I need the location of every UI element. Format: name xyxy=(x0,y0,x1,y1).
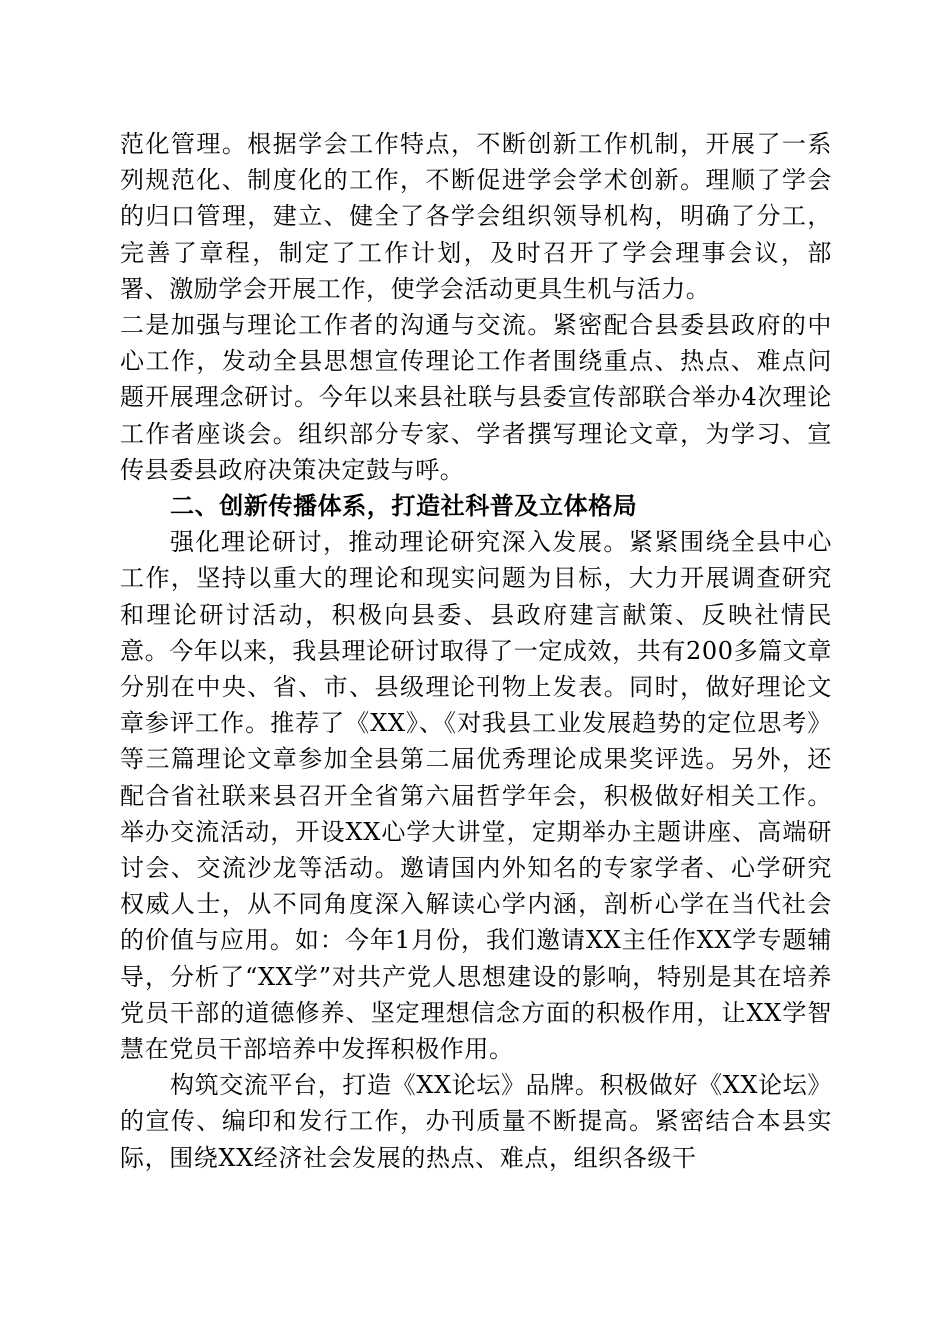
paragraph-theory-research: 强化理论研讨，推动理论研究深入发展。紧紧围绕全县中心工作，坚持以重大的理论和现实问题为目标，大力开展调查研究和理论研讨活动，积极向县委、县政府建言献策、反映社情民意。今年以来，我县理论研讨取得了一定成效，共有200多篇文章分别在中央、省、市、县级理论刊物上发表。同时，做好理论文章参评工作。推荐了《XX》、《对我县工业发展趋势的定位思考》等三篇理论文章参加全县第二届优秀理论成果奖评选。另外，还配合省社联来县召开全省第六届哲学年会，积极做好相关工作。举办交流活动，开设XX心学大讲堂，定期举办主题讲座、高端研讨会、交流沙龙等活动。邀请国内外知名的专家学者、心学研究权威人士，从不同角度深入解读心学内涵，剖析心学在当代社会的价值与应用。如：今年1月份，我们邀请XX主任作XX学专题辅导，分析了“XX学”对共产党人思想建设的影响，特别是其在培养党员干部的道德修养、坚定理想信念方面的积极作用，让XX学智慧在党员干部培养中发挥积极作用。 xyxy=(120,528,832,1064)
section-heading: 二、创新传播体系，打造社科普及立体格局 xyxy=(170,492,638,521)
paragraph-theory-worker-communication: 二是加强与理论工作者的沟通与交流。紧密配合县委县政府的中心工作，发动全县思想宣传理论工作者围绕重点、热点、难点问题开展理念研讨。今年以来县社联与县委宣传部联合举办4次理论工作者座谈会。组织部分专家、学者撰写理论文章，为学习、宣传县委县政府决策决定鼓与呼。 xyxy=(120,311,832,484)
paragraph-exchange-platform: 构筑交流平台，打造《XX论坛》品牌。积极做好《XX论坛》的宣传、编印和发行工作，办刊质量不断提高。紧密结合本县实际，围绕XX经济社会发展的热点、难点，组织各级干 xyxy=(120,1071,832,1172)
document-body xyxy=(120,126,832,1176)
paragraph-academic-society-management: 范化管理。根据学会工作特点，不断创新工作机制，开展了一系列规范化、制度化的工作，不断促进学会学术创新。理顺了学会的归口管理，建立、健全了各学会组织领导机构，明确了分工，完善了章程，制定了工作计划，及时召开了学会理事会议，部署、激励学会开展工作，使学会活动更具生机与活力。 xyxy=(120,130,832,303)
